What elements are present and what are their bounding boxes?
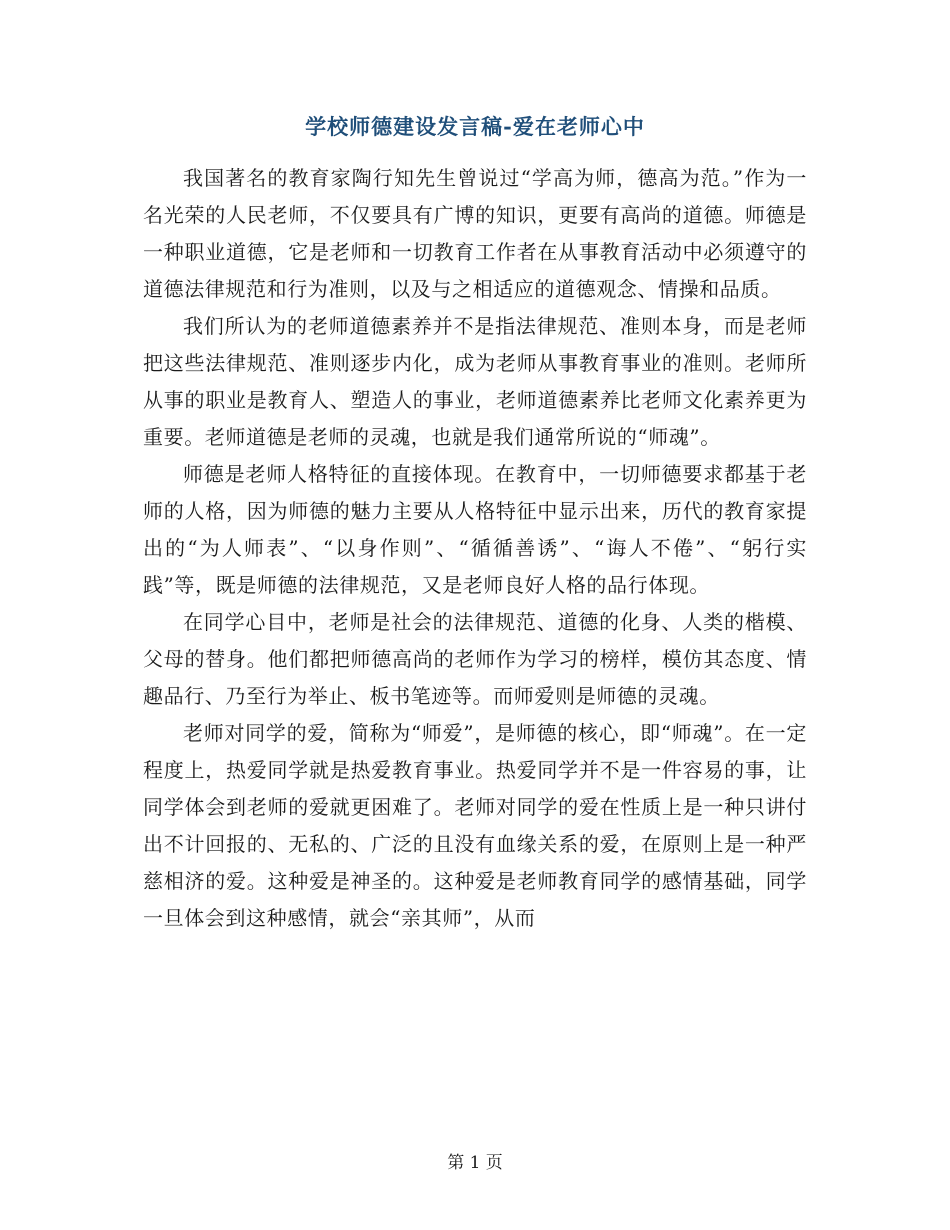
- paragraph-2: 我们所认为的老师道德素养并不是指法律规范、准则本身，而是老师把这些法律规范、准则逐步内化，成为老师从事教育事业的准则。老师所从事的职业是教育人、塑造人的事业，老师道德素养比老师文化素养更为重要。老师道德是老师的灵魂，也就是我们通常所说的“师魂”。: [143, 314, 807, 449]
- paragraph-4: 在同学心目中，老师是社会的法律规范、道德的化身、人类的楷模、父母的替身。他们都把师德高尚的老师作为学习的榜样，模仿其态度、情趣品行、乃至行为举止、板书笔迹等。而师爱则是师德的灵魂。: [143, 610, 807, 708]
- document-title: 学校师德建设发言稿-爱在老师心中: [305, 114, 645, 139]
- document-body: [143, 160, 807, 937]
- paragraph-5: 老师对同学的爱，简称为“师爱”，是师德的核心，即“师魂”。在一定程度上，热爱同学就是热爱教育事业。热爱同学并不是一件容易的事，让同学体会到老师的爱就更困难了。老师对同学的爱在性质上是一种只讲付出不计回报的、无私的、广泛的且没有血缘关系的爱，在原则上是一种严慈相济的爱。这种爱是神圣的。这种爱是老师教育同学的感情基础，同学一旦体会到这种感情，就会“亲其师”，从而: [143, 721, 807, 930]
- paragraph-3: 师德是老师人格特征的直接体现。在教育中，一切师德要求都基于老师的人格，因为师德的魅力主要从人格特征中显示出来，历代的教育家提出的“为人师表”、“以身作则”、“循循善诱”、“诲人不倦”、“躬行实践”等，既是师德的法律规范，又是老师良好人格的品行体现。: [143, 462, 807, 597]
- page-number: 第 1 页: [447, 1153, 503, 1173]
- paragraph-1: 我国著名的教育家陶行知先生曾说过“学高为师，德高为范。”作为一名光荣的人民老师，不仅要具有广博的知识，更要有高尚的道德。师德是一种职业道德，它是老师和一切教育工作者在从事教育活动中必须遵守的道德法律规范和行为准则，以及与之相适应的道德观念、情操和品质。: [143, 166, 807, 301]
